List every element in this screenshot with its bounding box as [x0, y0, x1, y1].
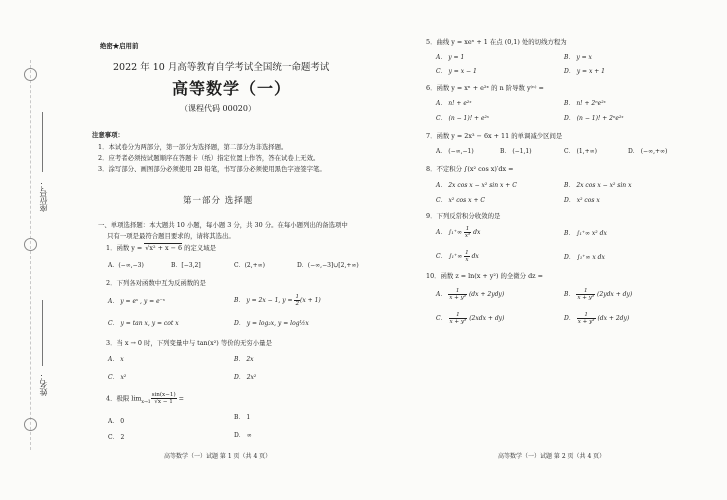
q3-option-b: B． 2x — [234, 356, 254, 363]
name-label: 姓名： — [39, 372, 48, 396]
q9-stem: 9．下列反常积分收敛的是 — [426, 212, 501, 220]
q9-option-d: D． ∫₁⁺∞ x dx — [564, 254, 605, 261]
q4-stem: 4．极限 $\lim_{x\to 1}$ $\frac{\sin(x-1)}{√x - 1}$ = — [106, 392, 185, 405]
seat-label: 座位号： — [39, 180, 48, 212]
q10-stem: 10．函数 z = ln(x + y²) 的全微分 dz = — [426, 272, 543, 280]
q5-stem: 5．曲线 y = xeˣ + 1 在点 (0,1) 处的切线方程为 — [426, 38, 567, 46]
q9-option-c: C． ∫₁⁺∞ $\frac{1}{x}$ dx — [436, 250, 479, 263]
q3-option-d: D． 2x² — [234, 374, 257, 381]
q5-option-d: D． y = x + 1 — [564, 68, 605, 75]
q8-option-d: D． x² cos x — [564, 197, 600, 204]
q1-option-c: C．(2,+∞) — [234, 262, 266, 269]
q1-option-d: D．(−∞,−3]∪[2,+∞) — [297, 262, 359, 269]
q6-option-b: B． n! + 2ⁿe²ˣ — [564, 100, 606, 107]
left-page-footer: 高等数学（一）试题 第 1 页（共 4 页） — [164, 453, 272, 460]
q3-option-a: A． x — [108, 356, 124, 363]
binding-dashed-line — [30, 60, 31, 450]
q8-option-b: B． 2x cos x − x² sin x — [564, 182, 632, 189]
q10-option-c: C． $\frac{1}{\text{x + y²}}$ (2xdx + dy) — [436, 312, 505, 325]
binding-hole-icon — [24, 68, 37, 81]
exam-title: 2022 年 10 月高等教育自学考试全国统一命题考试 — [113, 62, 330, 73]
q1-stem: 1．函数 y = √x² + x − 6 的定义域是 — [106, 244, 217, 252]
q2-option-d: D． y = log₂x, y = log½x — [234, 320, 309, 327]
q10-option-a: A． $\frac{1}{\text{x + y²}}$ (dx + 2ydy) — [436, 288, 505, 301]
q5-option-b: B． y = x — [564, 54, 592, 61]
q4-option-d: D． ∞ — [234, 432, 252, 439]
q2-option-a: A． y = eˣ , y = e⁻ˣ — [108, 298, 165, 305]
binding-hole-icon — [24, 418, 37, 431]
q7-option-c: C． (1,+∞) — [564, 148, 597, 155]
q8-stem: 8．不定积分 ∫(x² cos x)′dx = — [426, 165, 514, 173]
q3-stem: 3．当 x → 0 时，下列变量中与 tan(x²) 等价的无穷小量是 — [106, 339, 272, 347]
note-2: 2．应考者必须按试题顺序在答题卡（纸）指定位置上作答，答在试卷上无效。 — [98, 154, 320, 162]
right-page-footer: 高等数学（一）试题 第 2 页（共 4 页） — [498, 453, 606, 460]
q4-option-b: B． 1 — [234, 414, 251, 421]
q7-stem: 7．函数 y = 2x³ − 6x + 11 的单调减少区间是 — [426, 132, 563, 140]
q10-option-d: D． $\frac{1}{\text{x + y²}}$ (dx + 2dy) — [564, 312, 630, 325]
secret-mark: 绝密★启用前 — [100, 42, 139, 50]
note-1: 1．本试卷分为两部分，第一部分为选择题，第二部分为非选择题。 — [98, 143, 288, 151]
note-3: 3．涂写部分、画图部分必须使用 2B 铅笔，书写部分必须使用黑色字迹签字笔。 — [98, 165, 326, 173]
name-underline — [42, 300, 43, 366]
section-intro-line1: 一、单项选择题：本大题共 10 小题，每小题 3 分，共 30 分。在每小题列出的备选项中 — [98, 221, 348, 229]
q4-option-c: C． 2 — [108, 434, 125, 441]
q5-option-a: A． y = 1 — [436, 54, 465, 61]
subject-title: 高等数学（一） — [172, 79, 292, 98]
binding-hole-icon — [24, 238, 37, 251]
q6-stem: 6．函数 y = xⁿ + e²ˣ 的 n 阶导数 y⁽ⁿ⁾ = — [426, 84, 544, 92]
course-code: （课程代码 00020） — [180, 104, 256, 113]
q2-option-c: C． y = tan x, y = cot x — [108, 320, 179, 327]
q6-option-c: C． (n − 1)! + e²ˣ — [436, 115, 490, 122]
q3-option-c: C． x² — [108, 374, 127, 381]
q8-option-a: A． 2x cos x − x² sin x + C — [436, 182, 517, 189]
q9-option-a: A． ∫₁⁺∞ $\frac{1}{\text{x²}}$ dx — [436, 226, 481, 239]
notes-title: 注意事项： — [92, 131, 124, 139]
q4-option-a: A． 0 — [108, 418, 125, 425]
q1-option-a: A．(−∞,−3) — [108, 262, 144, 269]
section-intro-line2: 只有一项是最符合题目要求的，请将其选出。 — [107, 232, 235, 240]
q6-option-a: A． n! + e²ˣ — [436, 100, 472, 107]
part-one-heading: 第一部分 选择题 — [183, 196, 254, 206]
q6-option-d: D． (n − 1)! + 2ⁿe²ˣ — [564, 115, 624, 122]
q10-option-b: B． $\frac{1}{\text{x + y²}}$ (2ydx + dy) — [564, 288, 633, 301]
q2-option-b: B． y = 2x − 1, y = $\frac{1}{2}$ (x + 1) — [234, 294, 321, 307]
q2-stem: 2．下列各对函数中互为反函数的是 — [106, 279, 206, 287]
seat-underline — [42, 112, 43, 172]
q1-option-b: B．[−3,2] — [171, 262, 201, 269]
q5-option-c: C． y = x − 1 — [436, 68, 477, 75]
q8-option-c: C． x² cos x + C — [436, 197, 485, 204]
q7-option-b: B． (−1,1) — [500, 148, 532, 155]
q7-option-a: A． (−∞,−1) — [436, 148, 474, 155]
q7-option-d: D． (−∞,+∞) — [628, 148, 668, 155]
q9-option-b: B． ∫₁⁺∞ x² dx — [564, 230, 607, 237]
